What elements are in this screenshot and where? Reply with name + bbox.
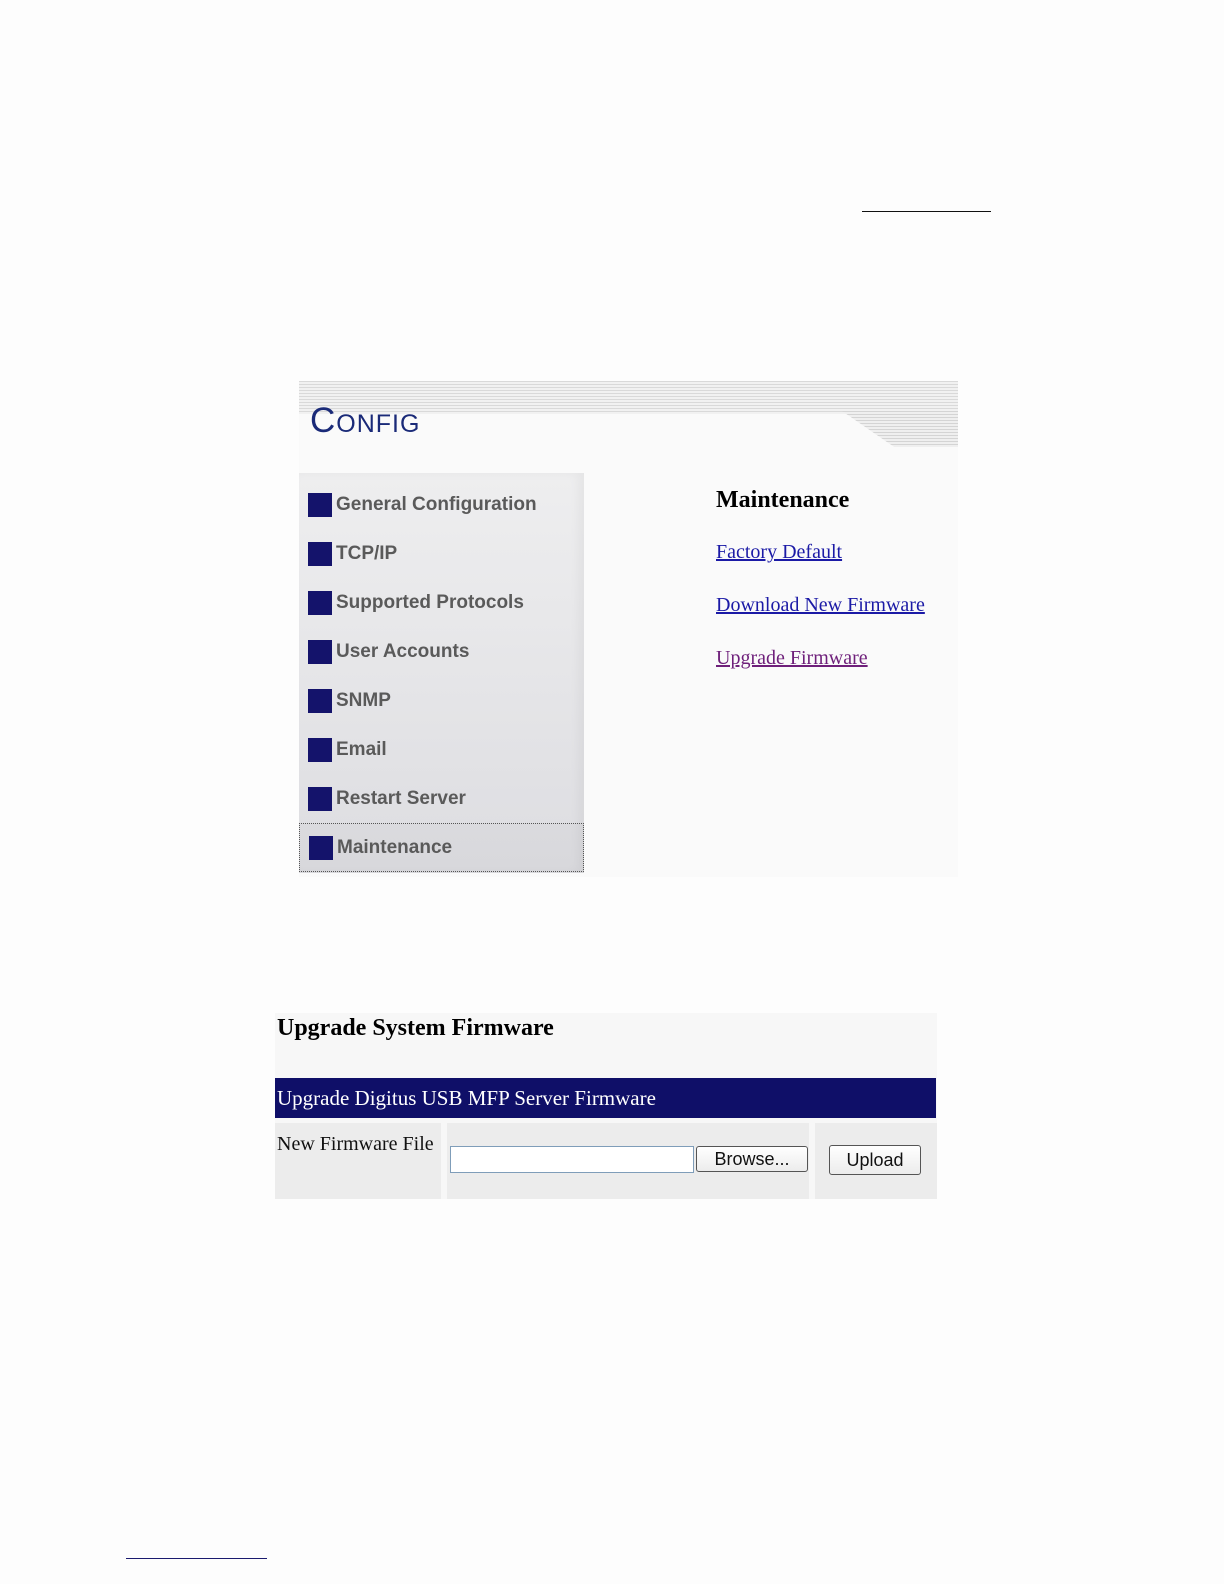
sidebar-item-label: Email: [336, 739, 387, 760]
upgrade-page-title: Upgrade System Firmware: [277, 1015, 554, 1041]
config-logo: Config: [310, 401, 421, 440]
header-wedge: [842, 411, 958, 447]
upgrade-firmware-window: [275, 1013, 937, 1199]
browse-button[interactable]: Browse...: [696, 1146, 808, 1172]
config-sidebar: [299, 473, 584, 873]
firmware-file-input[interactable]: [450, 1146, 694, 1173]
sidebar-item-label: Restart Server: [336, 788, 466, 809]
config-header: [299, 381, 958, 447]
config-window: [299, 381, 958, 877]
sidebar-item-label: TCP/IP: [336, 543, 398, 564]
top-divider-rule: [862, 211, 991, 212]
sidebar-item-user-accounts[interactable]: [299, 630, 582, 678]
upload-cell: [815, 1123, 937, 1199]
firmware-field-label: New Firmware File: [277, 1133, 434, 1155]
firmware-label-cell: [275, 1123, 441, 1199]
sidebar-item-label: User Accounts: [336, 641, 470, 662]
nav-bullet-icon: [309, 836, 333, 860]
sidebar-item-snmp[interactable]: [299, 679, 582, 727]
sidebar-item-label: General Configuration: [336, 494, 537, 515]
sidebar-item-supported-protocols[interactable]: [299, 581, 582, 629]
sidebar-item-label: Maintenance: [337, 837, 453, 858]
nav-bullet-icon: [308, 493, 332, 517]
firmware-input-cell: [447, 1123, 809, 1199]
page-title: Maintenance: [716, 487, 850, 513]
bottom-divider-rule: [126, 1558, 267, 1559]
sidebar-item-email[interactable]: [299, 728, 582, 776]
nav-bullet-icon: [308, 591, 332, 615]
sidebar-item-maintenance[interactable]: [299, 823, 584, 872]
nav-bullet-icon: [308, 542, 332, 566]
upload-button[interactable]: Upload: [829, 1145, 921, 1175]
factory-default-link[interactable]: Factory Default: [716, 541, 843, 563]
sidebar-item-tcp-ip[interactable]: [299, 532, 582, 580]
sidebar-item-restart-server[interactable]: [299, 777, 582, 825]
download-new-firmware-link[interactable]: Download New Firmware: [716, 594, 925, 616]
upgrade-firmware-link[interactable]: Upgrade Firmware: [716, 647, 868, 669]
nav-bullet-icon: [308, 640, 332, 664]
nav-bullet-icon: [308, 738, 332, 762]
section-header-bar: Upgrade Digitus USB MFP Server Firmware: [275, 1078, 936, 1118]
nav-bullet-icon: [308, 689, 332, 713]
sidebar-item-general-configuration[interactable]: [299, 483, 582, 531]
sidebar-item-label: Supported Protocols: [336, 592, 524, 613]
sidebar-item-label: SNMP: [336, 690, 391, 711]
nav-bullet-icon: [308, 787, 332, 811]
